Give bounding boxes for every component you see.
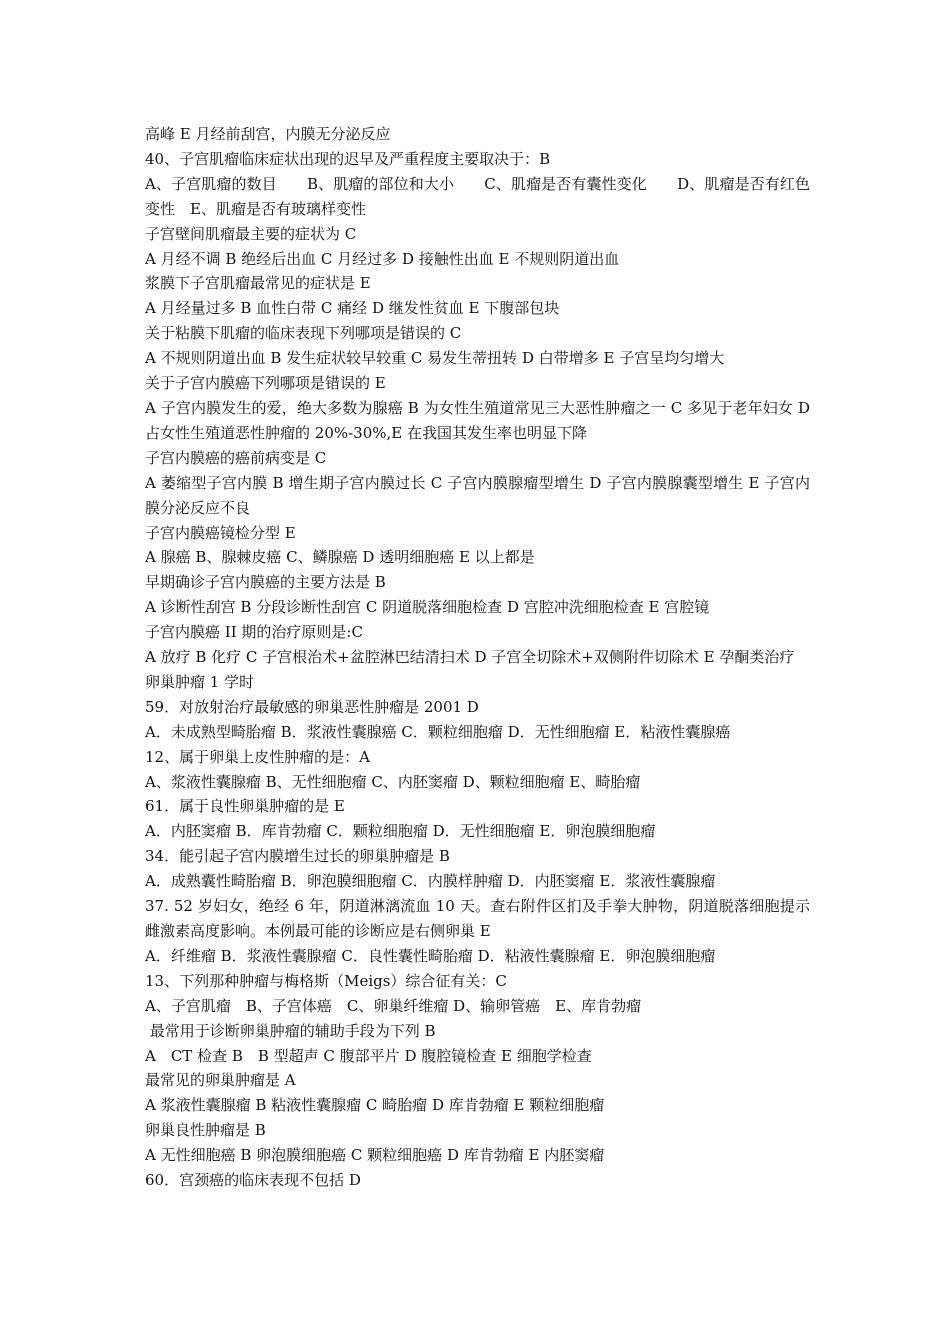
options-line: A．纤维瘤 B．浆液性囊腺瘤 C．良性囊性畸胎瘤 D．粘液性囊腺瘤 E．卵泡膜细胞瘤 [145,946,716,965]
options-line: A 放疗 B 化疗 C 子宫根治术+盆腔淋巴结清扫术 D 子宫全切除术+双侧附件切除术 E 孕酮类治疗 [145,648,795,667]
options-line: A 子宫内膜发生的爱，绝大多数为腺癌 B 为女性生殖道常见三大恶性肿瘤之一 C 多见于老年妇女 D 占女性生殖道恶性肿瘤的 20%-30%,E 在我国其发生率也明显下降 [145,398,810,442]
options-line: A 月经不调 B 绝经后出血 C 月经过多 D 接触性出血 E 不规则阴道出血 [145,249,620,268]
options-line: A．未成熟型畸胎瘤 B．浆液性囊腺癌 C．颗粒细胞瘤 D．无性细胞瘤 E．粘液性囊腺癌 [145,722,731,741]
options-line: A、浆液性囊腺瘤 B、无性细胞瘤 C、内胚窦瘤 D、颗粒细胞瘤 E、畸胎瘤 [145,772,641,791]
options-line: A 腺癌 B、腺棘皮癌 C、鳞腺癌 D 透明细胞癌 E 以上都是 [145,548,535,567]
question-line: 子宫壁间肌瘤最主要的症状为 C [145,224,357,243]
question-line: 子宫内膜癌 II 期的治疗原则是:C [145,623,363,642]
question-line: 早期确诊子宫内膜癌的主要方法是 B [145,573,386,592]
question-line: 13、下列那种肿瘤与梅格斯（Meigs）综合征有关：C [145,971,507,990]
question-line: 子宫内膜癌镜检分型 E [145,523,296,542]
options-line: A 萎缩型子宫内膜 B 增生期子宫内膜过长 C 子宫内膜腺瘤型增生 D 子宫内膜腺囊型增生 E 子宫内膜分泌反应不良 [145,473,810,517]
question-line: 37. 52 岁妇女，绝经 6 年，阴道淋漓流血 10 天。查右附件区扪及手拳大肿物，阴道脱落细胞提示雌激素高度影响。本例最可能的诊断应是右侧卵巢 E [145,897,810,940]
question-line: 61．属于良性卵巢肿瘤的是 E [145,797,345,816]
question-line: 关于子宫内膜癌下列哪项是错误的 E [145,374,386,393]
question-line: 40、子宫肌瘤临床症状出现的迟早及严重程度主要取决于：B [145,149,551,168]
options-line: A、子宫肌瘤 B、子宫体癌 C、卵巢纤维瘤 D、输卵管癌 E、库肯勃瘤 [145,996,642,1015]
options-line: A 浆液性囊腺瘤 B 粘液性囊腺瘤 C 畸胎瘤 D 库肯勃瘤 E 颗粒细胞瘤 [145,1096,605,1115]
question-line: 关于粘膜下肌瘤的临床表现下列哪项是错误的 C [145,324,462,343]
options-line: A．成熟囊性畸胎瘤 B．卵泡膜细胞瘤 C．内膜样肿瘤 D．内胚窦瘤 E．浆液性囊腺瘤 [145,872,716,891]
options-line: A．内胚窦瘤 B．库肯勃瘤 C．颗粒细胞瘤 D．无性细胞瘤 E．卵泡膜细胞瘤 [145,822,656,841]
question-line: 59．对放射治疗最敏感的卵巢恶性肿瘤是 2001 D [145,697,479,716]
options-line: A 月经量过多 B 血性白带 C 痛经 D 继发性贫血 E 下腹部包块 [145,299,560,318]
options-line: A 无性细胞癌 B 卵泡膜细胞癌 C 颗粒细胞癌 D 库肯勃瘤 E 内胚窦瘤 [145,1146,605,1165]
options-line: A、子宫肌瘤的数目 B、肌瘤的部位和大小 C、肌瘤是否有囊性变化 D、肌瘤是否有红色变性 E、肌瘤是否有玻璃样变性 [145,174,810,218]
question-line: 12、属于卵巢上皮性肿瘤的是：A [145,747,370,766]
question-line: 34．能引起子宫内膜增生过长的卵巢肿瘤是 B [145,847,450,866]
document-page [145,122,810,1193]
options-line: A 诊断性刮宫 B 分段诊断性刮宫 C 阴道脱落细胞检查 D 宫腔冲洗细胞检查 E 宫腔镜 [145,598,710,617]
question-line: 卵巢良性肿瘤是 B [145,1121,266,1140]
options-line: A 不规则阴道出血 B 发生症状较早较重 C 易发生蒂扭转 D 白带增多 E 子宫呈均匀增大 [145,349,725,368]
question-line: 60．宫颈癌的临床表现不包括 D [145,1171,361,1190]
question-line: 最常见的卵巢肿瘤是 A [145,1071,296,1090]
text-line: 高峰 E 月经前刮宫，内膜无分泌反应 [145,125,391,143]
question-line: 子宫内膜癌的癌前病变是 C [145,448,327,467]
question-line: 浆膜下子宫肌瘤最常见的症状是 E [145,274,371,293]
section-heading: 卵巢肿瘤 1 学时 [145,672,255,691]
options-line: A CT 检查 B B 型超声 C 腹部平片 D 腹腔镜检查 E 细胞学检查 [145,1046,592,1065]
question-line: 最常用于诊断卵巢肿瘤的辅助手段为下列 B [145,1021,436,1040]
